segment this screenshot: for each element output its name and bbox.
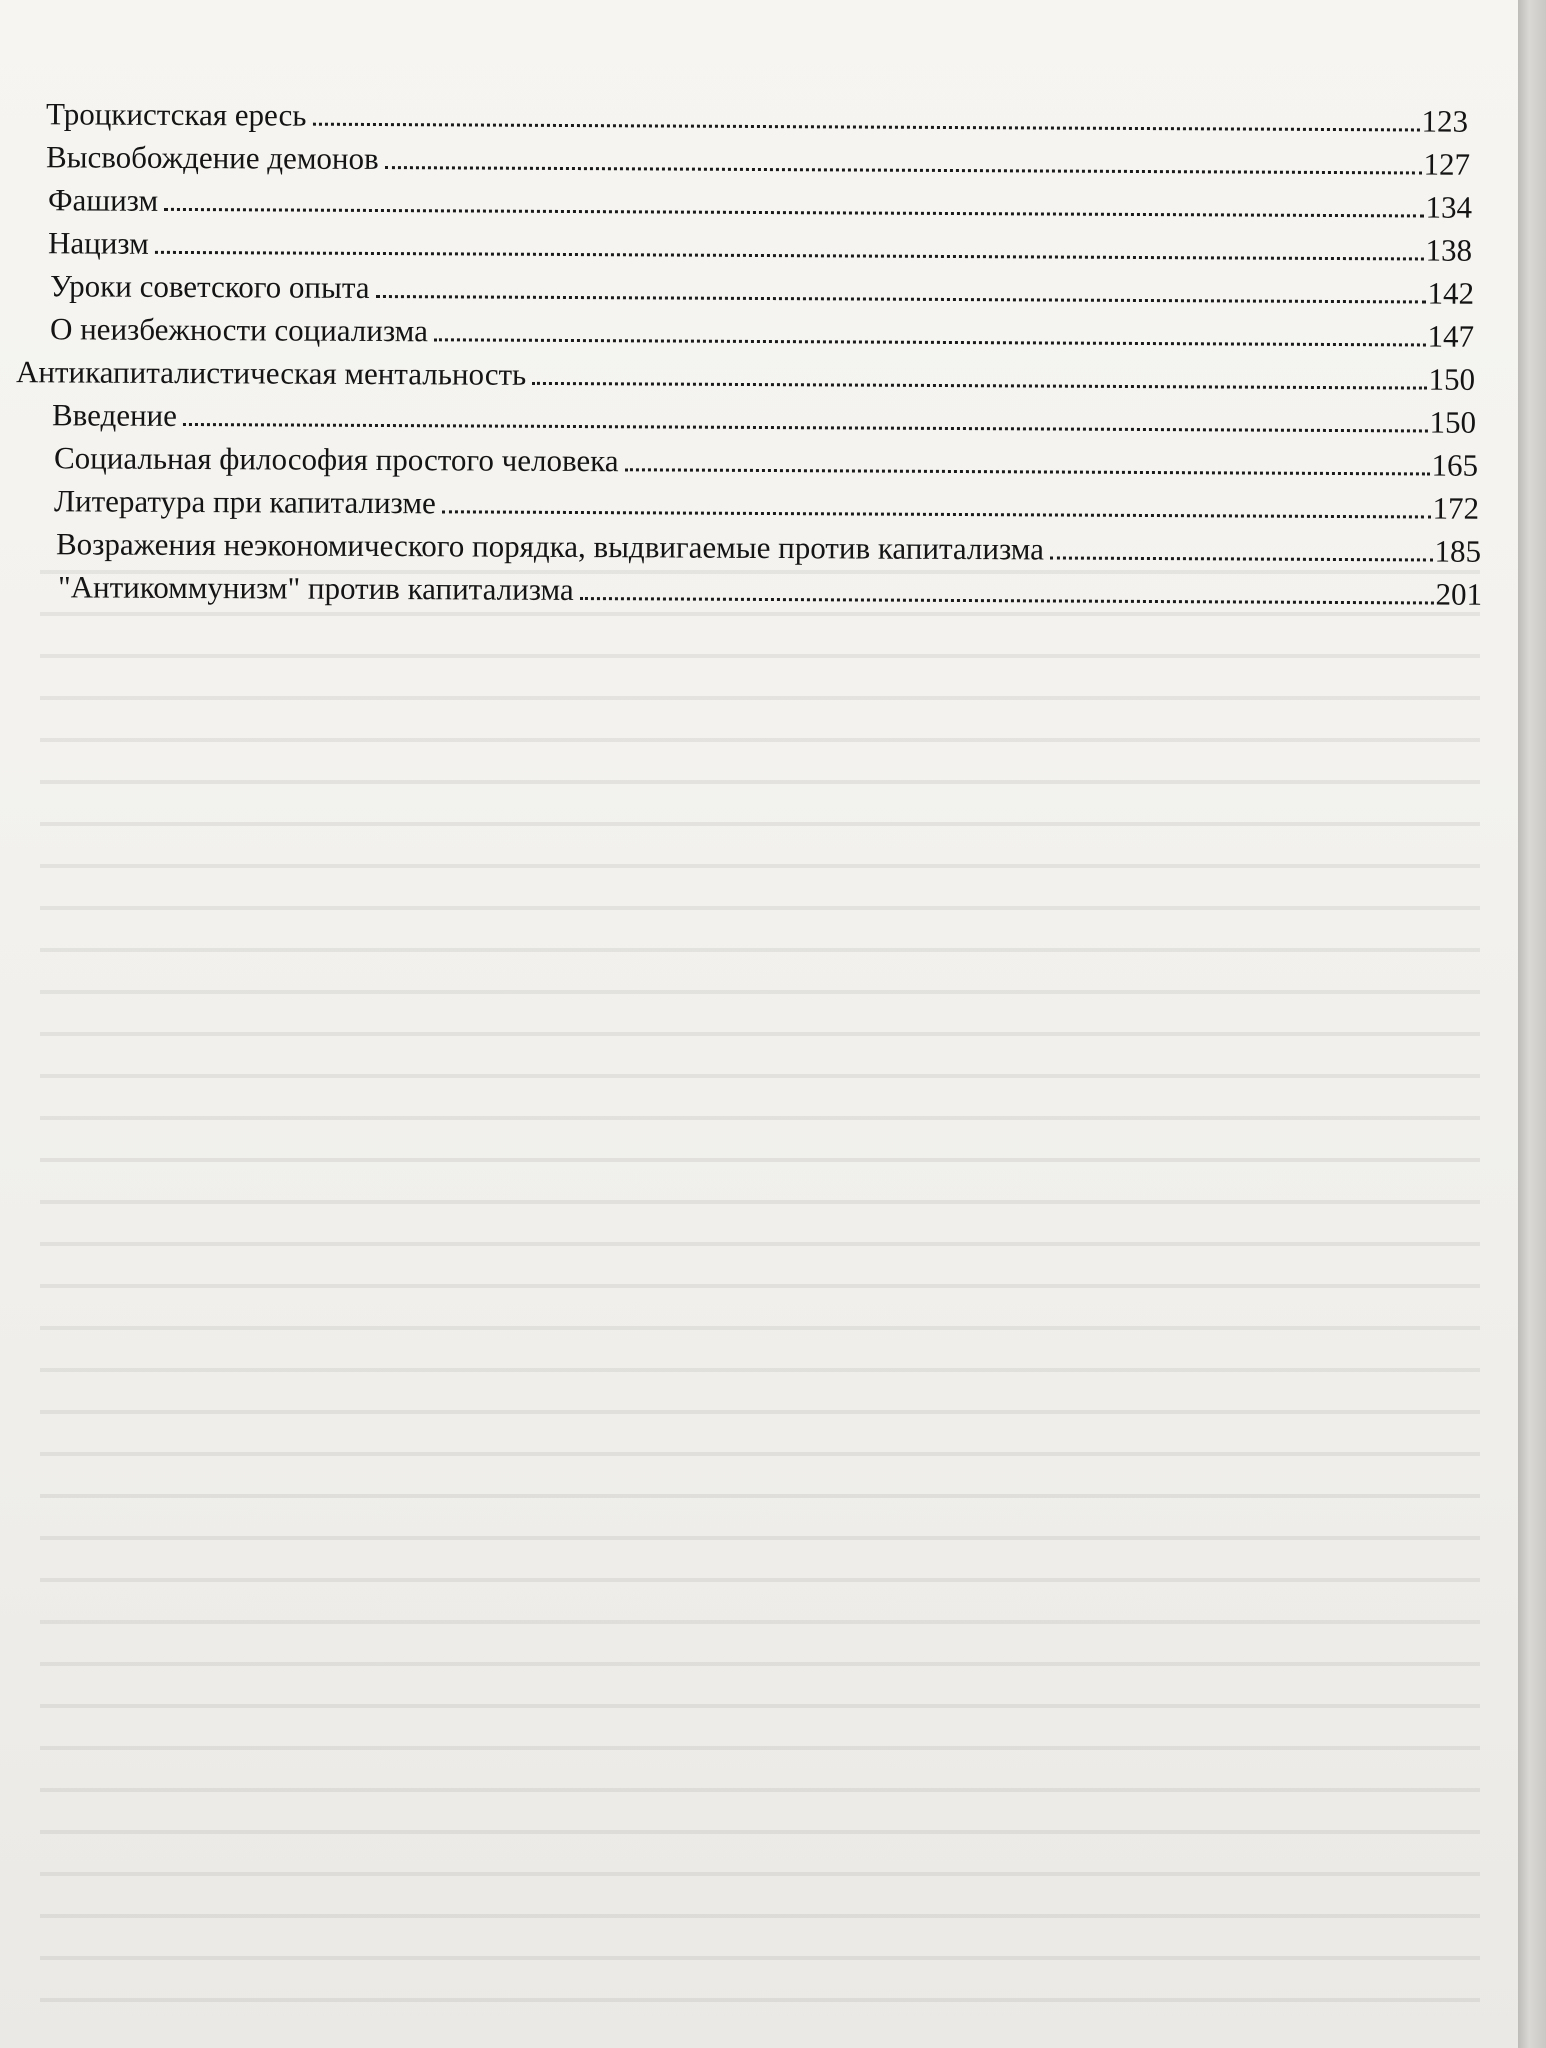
leader-dots — [442, 510, 1431, 518]
leader-dots — [434, 338, 1426, 346]
toc-entry-title: Возражения неэкономического порядка, выдвигаемые против капитализма — [55, 526, 1045, 567]
leader-dots — [625, 468, 1430, 475]
leader-dots — [164, 208, 1423, 218]
toc-entry — [58, 567, 1482, 614]
toc-entry — [48, 223, 1472, 270]
toc-entry — [50, 309, 1474, 356]
toc-page-number: 150 — [1428, 361, 1476, 397]
toc-entry-title: Антикапиталистическая ментальность — [15, 354, 527, 392]
toc-entry — [54, 438, 1478, 485]
toc-entry-title: Нацизм — [47, 225, 149, 261]
toc-page-number: 165 — [1431, 447, 1479, 483]
toc-page-number: 138 — [1425, 232, 1473, 268]
toc-page-number: 142 — [1427, 275, 1475, 311]
leader-dots — [312, 123, 1419, 132]
toc-page-number: 123 — [1421, 103, 1469, 139]
toc-entry — [54, 481, 1479, 528]
toc-page-number: 172 — [1432, 490, 1480, 526]
toc-page-number: 201 — [1435, 576, 1483, 612]
toc-entry-title: Высвобождение демонов — [45, 139, 379, 177]
table-of-contents — [0, 0, 1518, 640]
toc-entry — [52, 395, 1476, 442]
leader-dots — [155, 251, 1424, 261]
leader-dots — [385, 166, 1422, 174]
toc-entry-title: "Антикоммунизм" против капитализма — [57, 569, 574, 607]
toc-page-number: 150 — [1429, 404, 1477, 440]
page-edge-shadow — [1518, 0, 1546, 2048]
toc-entry — [16, 352, 1475, 400]
show-through-text — [40, 540, 1483, 2020]
toc-entry-title: Уроки советского опыта — [49, 268, 370, 305]
toc-entry-title: Троцкистская ересь — [45, 96, 307, 133]
toc-entry — [46, 94, 1468, 141]
toc-page-number: 147 — [1427, 318, 1475, 354]
toc-entry — [46, 137, 1470, 184]
toc-page-number: 127 — [1423, 146, 1471, 182]
toc-entry — [48, 180, 1472, 227]
toc-entry-title: Литература при капитализме — [53, 483, 436, 521]
toc-entry — [56, 524, 1481, 571]
toc-page-number: 134 — [1425, 189, 1473, 225]
toc-entry-title: Социальная философия простого человека — [53, 440, 619, 479]
leader-dots — [376, 295, 1426, 303]
leader-dots — [532, 382, 1426, 390]
leader-dots — [580, 597, 1434, 604]
toc-page-number: 185 — [1434, 533, 1482, 569]
toc-entry-title: О неизбежности социализма — [49, 311, 428, 349]
leader-dots — [183, 423, 1428, 433]
toc-entry-title: Введение — [51, 397, 178, 433]
toc-entry — [50, 266, 1474, 313]
toc-entry-title: Фашизм — [47, 182, 159, 218]
leader-dots — [1050, 556, 1433, 561]
